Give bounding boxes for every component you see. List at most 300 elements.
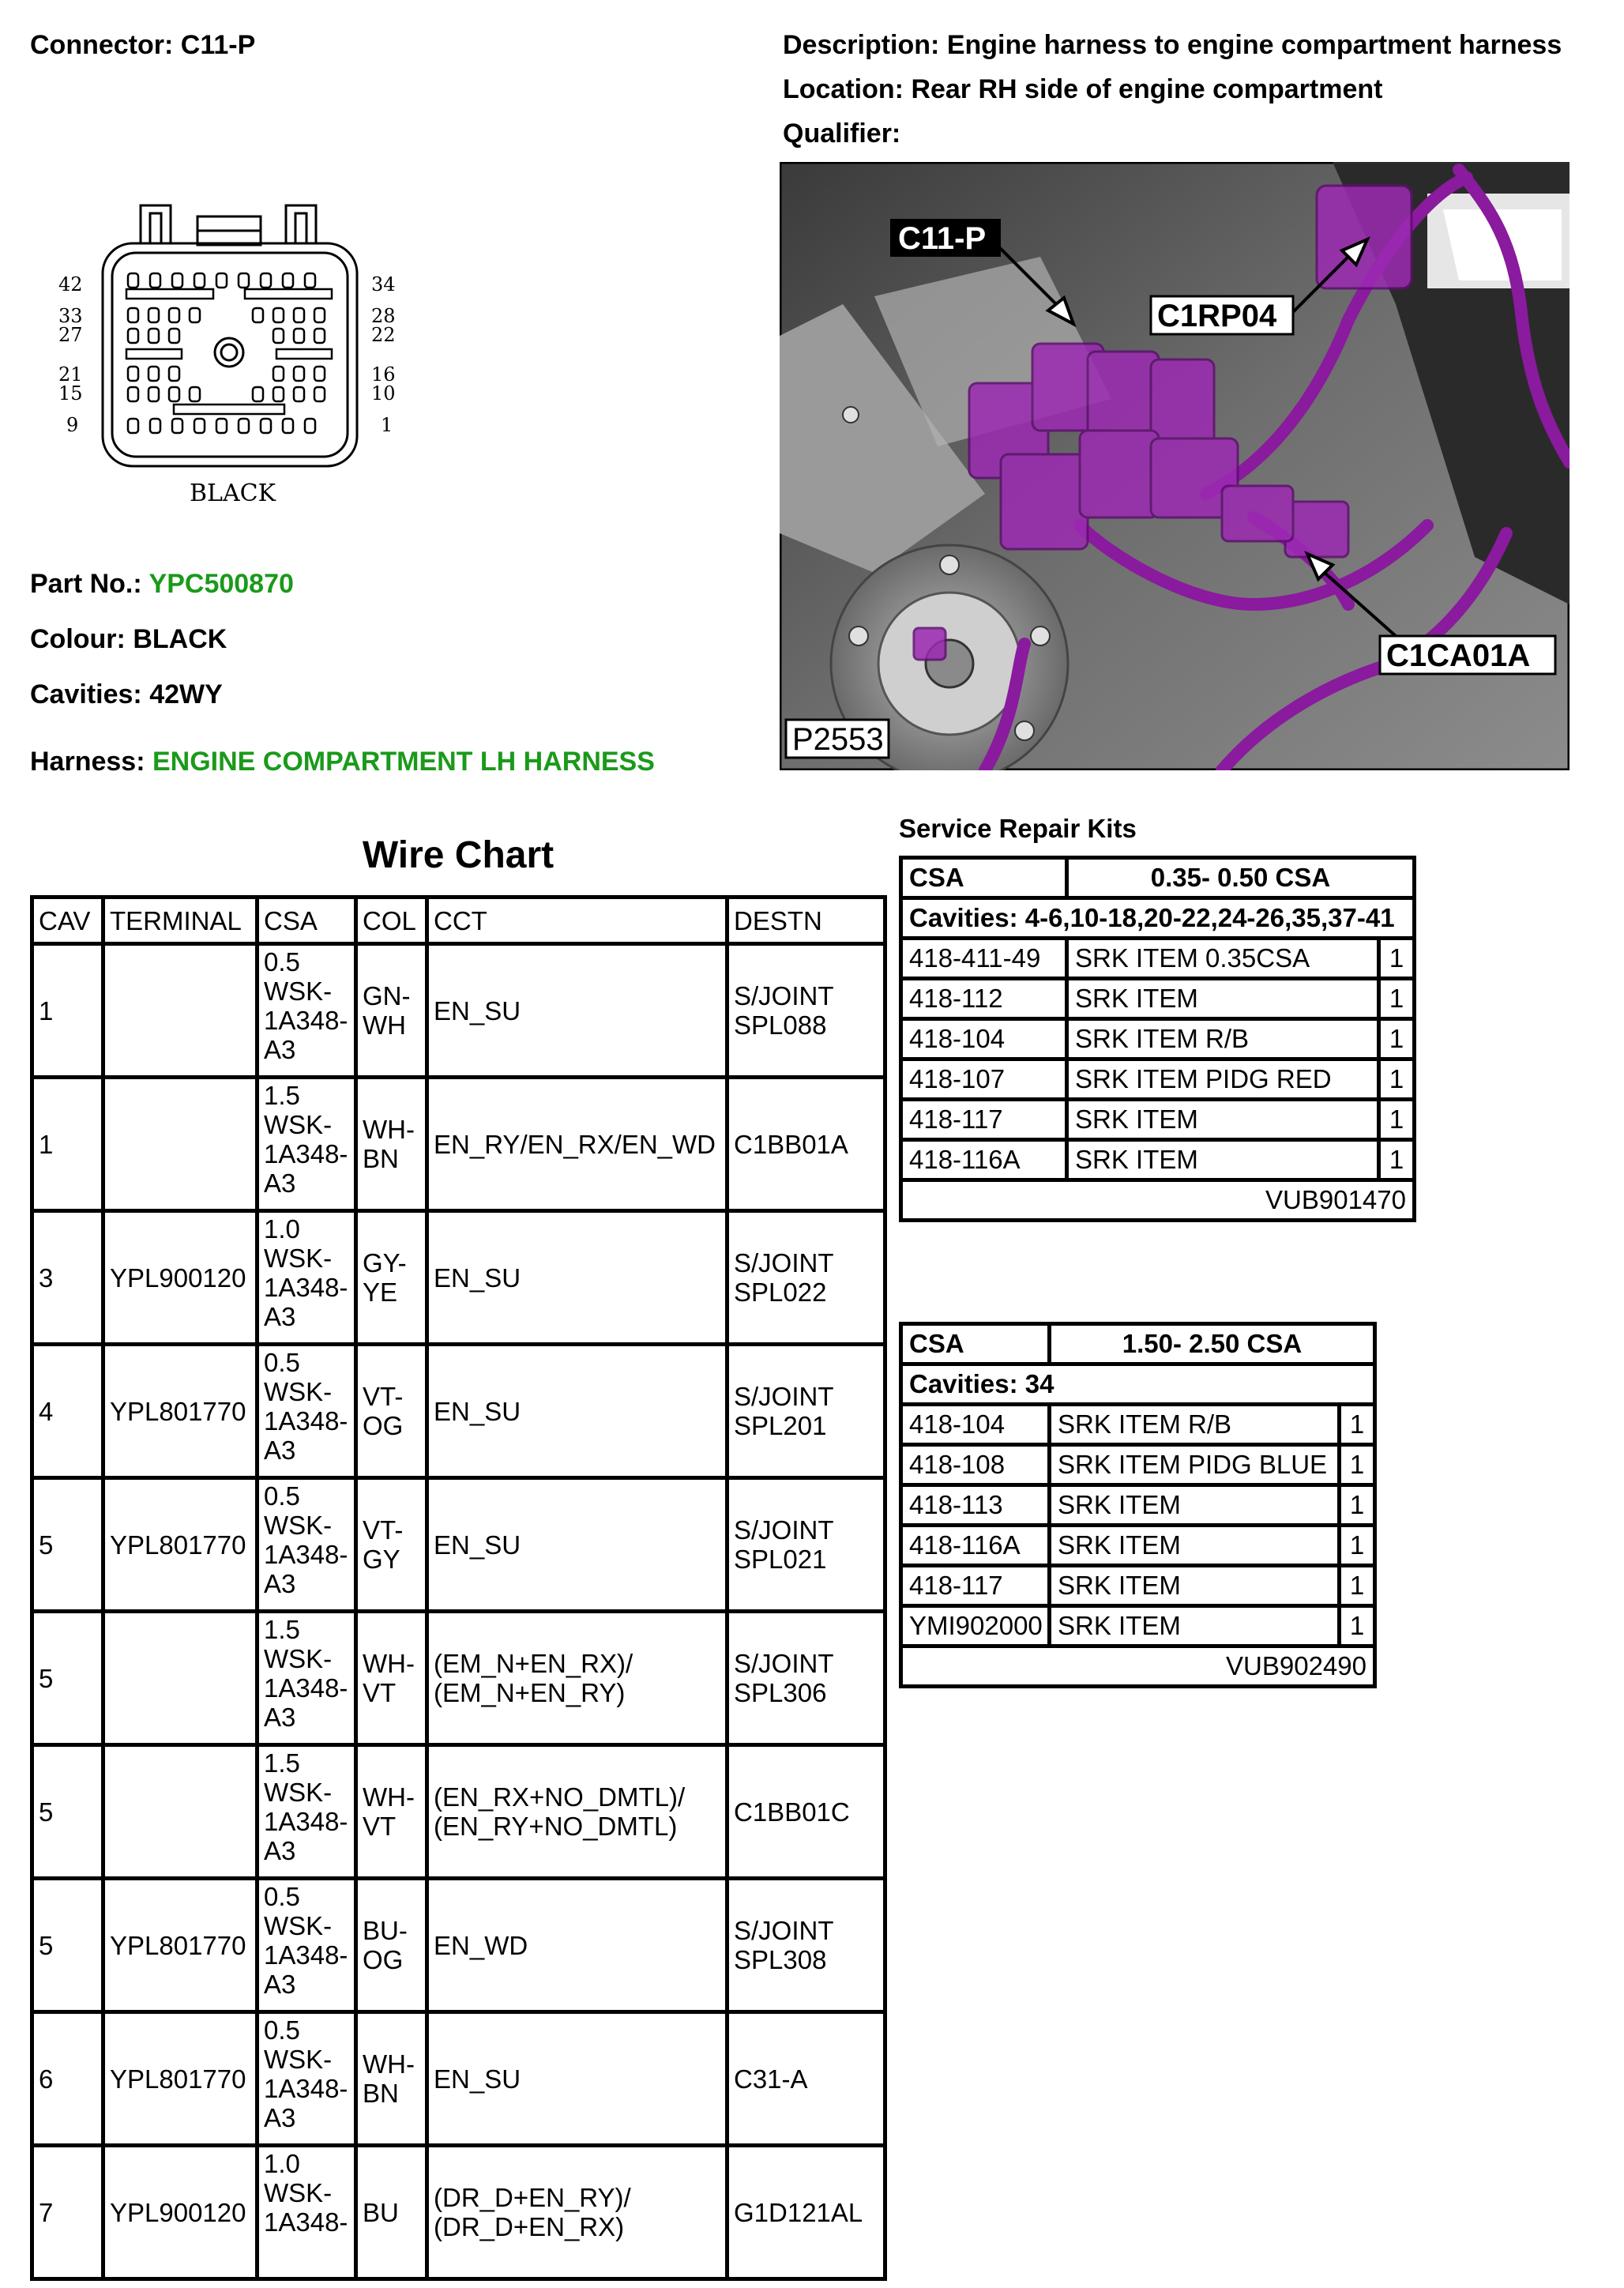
cct-cell bbox=[427, 944, 727, 1078]
col-cell-line: GN- bbox=[363, 981, 411, 1010]
wire-chart-row bbox=[32, 1879, 885, 2012]
callout-c1ca01a: C1CA01A bbox=[1386, 638, 1531, 673]
cavity-pin bbox=[216, 273, 227, 288]
destn-cell-line: C31-A bbox=[734, 2064, 808, 2094]
csa-cell-line: WSK- bbox=[264, 1244, 333, 1273]
cavity-pin bbox=[294, 367, 304, 381]
pin-label-left: 9 bbox=[66, 414, 79, 436]
cct-cell-line: EN_SU bbox=[434, 995, 521, 1025]
destn-cell bbox=[727, 2146, 885, 2279]
srk-part-number: 418-117 bbox=[901, 1566, 1050, 1606]
terminal-cell bbox=[103, 1612, 258, 1745]
cct-cell bbox=[427, 1078, 727, 1211]
srk-csa-value: 1.50- 2.50 CSA bbox=[1050, 1324, 1375, 1364]
keying-rib bbox=[126, 349, 182, 359]
csa-cell bbox=[258, 1478, 356, 1612]
csa-cell bbox=[258, 1745, 356, 1879]
col-cell-line: BU bbox=[363, 2197, 399, 2227]
col-cell bbox=[356, 1345, 427, 1478]
wire-chart-table bbox=[30, 895, 887, 2281]
part-number-value: YPC500870 bbox=[148, 569, 294, 599]
srk-item-name: SRK ITEM 0.35CSA bbox=[1067, 939, 1379, 979]
terminal-cell bbox=[103, 1745, 258, 1879]
srk-part-number: 418-116A bbox=[901, 1526, 1050, 1566]
destn-cell-line: SPL022 bbox=[734, 1278, 827, 1307]
csa-cell-line: WSK- bbox=[264, 2045, 333, 2074]
col-cell-line: WH- bbox=[363, 1115, 415, 1144]
csa-cell-line: 0.5 bbox=[264, 1481, 300, 1511]
srk-part-number: 418-116A bbox=[901, 1140, 1067, 1180]
cav-cell: 5 bbox=[32, 1612, 103, 1745]
colour-line bbox=[30, 624, 227, 655]
srk-part-number: 418-108 bbox=[901, 1445, 1050, 1485]
header-terminal: TERMINAL bbox=[103, 898, 258, 944]
destn-cell-line: S/JOINT bbox=[734, 1916, 834, 1945]
destn-cell-line: SPL308 bbox=[734, 1945, 827, 1974]
cavity-pin bbox=[261, 419, 271, 433]
wire-chart-title: Wire Chart bbox=[362, 834, 554, 876]
pin-label-left: 15 bbox=[58, 382, 83, 405]
csa-cell-line: 1A348- bbox=[264, 1406, 348, 1436]
srk-item-name: SRK ITEM bbox=[1067, 979, 1379, 1019]
cavity-pin bbox=[128, 329, 138, 343]
cavity-pin bbox=[294, 308, 304, 322]
connector-heading bbox=[30, 30, 255, 61]
keying-rib bbox=[126, 289, 213, 299]
csa-cell-line: 1.5 bbox=[264, 1615, 300, 1644]
cav-cell: 5 bbox=[32, 1879, 103, 2012]
csa-cell-line: 1A348- bbox=[264, 2207, 348, 2237]
header-csa: CSA bbox=[258, 898, 356, 944]
cavity-pin bbox=[169, 387, 179, 401]
srk-item-name: SRK ITEM PIDG RED bbox=[1067, 1059, 1379, 1100]
csa-cell-line: WSK- bbox=[264, 1644, 333, 1673]
srk-item-qty: 1 bbox=[1340, 1566, 1375, 1606]
col-cell bbox=[356, 1612, 427, 1745]
csa-cell-line: 1A348- bbox=[264, 1273, 348, 1302]
cct-cell-line: (EM_N+EN_RX)/ bbox=[434, 1649, 633, 1678]
srk-item-row bbox=[901, 1140, 1415, 1180]
cct-cell bbox=[427, 1345, 727, 1478]
pin-label-left: 33 bbox=[58, 305, 83, 327]
destn-cell-line: S/JOINT bbox=[734, 1515, 834, 1545]
cavity-pin bbox=[128, 419, 138, 433]
wire-chart-row bbox=[32, 1612, 885, 1745]
pin-label-right: 1 bbox=[381, 414, 393, 436]
destn-cell-line: SPL201 bbox=[734, 1411, 827, 1440]
srk-item-qty: 1 bbox=[1379, 1059, 1415, 1100]
cavity-pin bbox=[169, 329, 179, 343]
csa-cell-line: 1A348- bbox=[264, 1807, 348, 1836]
service-repair-kits-title: Service Repair Kits bbox=[899, 814, 1137, 843]
cav-cell: 7 bbox=[32, 2146, 103, 2279]
csa-cell-line: 1A348- bbox=[264, 1673, 348, 1703]
col-cell-line: WH- bbox=[363, 2049, 415, 2079]
cavities-label: Cavities: bbox=[30, 679, 142, 709]
csa-cell-line: 1.5 bbox=[264, 1748, 300, 1778]
csa-cell-line: 1.0 bbox=[264, 2149, 300, 2178]
csa-cell bbox=[258, 1078, 356, 1211]
cav-cell: 6 bbox=[32, 2012, 103, 2146]
csa-cell-line: A3 bbox=[264, 1836, 296, 1865]
col-cell-line: GY- bbox=[363, 1248, 407, 1278]
srk-item-row bbox=[901, 1526, 1375, 1566]
srk-item-qty: 1 bbox=[1340, 1445, 1375, 1485]
connector-face-diagram bbox=[55, 198, 403, 514]
cct-cell-line: (EN_RX+NO_DMTL)/ bbox=[434, 1782, 686, 1812]
pin-label-right: 22 bbox=[371, 324, 396, 346]
destn-cell-line: S/JOINT bbox=[734, 1382, 834, 1411]
srk-item-name: SRK ITEM R/B bbox=[1067, 1019, 1379, 1059]
terminal-cell: YPL801770 bbox=[103, 1478, 258, 1612]
srk-csa-value: 0.35- 0.50 CSA bbox=[1067, 858, 1415, 898]
col-cell bbox=[356, 1078, 427, 1211]
csa-cell bbox=[258, 1345, 356, 1478]
cct-cell-line: (EN_RY+NO_DMTL) bbox=[434, 1812, 678, 1841]
destn-cell-line: SPL021 bbox=[734, 1545, 827, 1574]
col-cell bbox=[356, 2012, 427, 2146]
srk-item-name: SRK ITEM bbox=[1050, 1606, 1340, 1646]
pin-label-right: 10 bbox=[371, 382, 396, 405]
destn-cell-line: S/JOINT bbox=[734, 981, 834, 1010]
col-cell-line: WH bbox=[363, 1010, 406, 1040]
srk-item-name: SRK ITEM R/B bbox=[1050, 1405, 1340, 1445]
cavity-pin bbox=[148, 387, 159, 401]
srk-item-qty: 1 bbox=[1379, 1100, 1415, 1140]
srk-item-qty: 1 bbox=[1379, 1140, 1415, 1180]
destn-cell-line: SPL088 bbox=[734, 1010, 827, 1040]
cct-cell bbox=[427, 2012, 727, 2146]
pin-label-right: 34 bbox=[371, 273, 396, 295]
srk-item-row bbox=[901, 1059, 1415, 1100]
cavity-pin bbox=[148, 367, 159, 381]
csa-cell-line: 0.5 bbox=[264, 947, 300, 977]
cavity-pin bbox=[314, 308, 325, 322]
keying-rib bbox=[276, 349, 332, 359]
wire-chart-row bbox=[32, 1211, 885, 1345]
csa-cell-line: 0.5 bbox=[264, 1348, 300, 1377]
col-cell bbox=[356, 1745, 427, 1879]
srk-item-name: SRK ITEM bbox=[1050, 1526, 1340, 1566]
col-cell bbox=[356, 1478, 427, 1612]
srk-item-name: SRK ITEM bbox=[1050, 1566, 1340, 1606]
col-cell-line: VT bbox=[363, 1812, 397, 1841]
col-cell-line: BN bbox=[363, 1144, 399, 1173]
cct-cell bbox=[427, 1211, 727, 1345]
cct-cell-line: EN_SU bbox=[434, 1263, 521, 1293]
srk-item-row bbox=[901, 939, 1415, 979]
header-destn: DESTN bbox=[727, 898, 885, 944]
wire-chart-header-row bbox=[32, 898, 885, 944]
destn-cell-line: G1D121AL bbox=[734, 2197, 863, 2227]
wire-chart-row bbox=[32, 1078, 885, 1211]
srk-part-number: 418-117 bbox=[901, 1100, 1067, 1140]
pin-label-right: 28 bbox=[371, 305, 396, 327]
cavity-pin bbox=[128, 273, 138, 288]
srk-table-2 bbox=[899, 1322, 1377, 1688]
srk-item-qty: 1 bbox=[1379, 939, 1415, 979]
cavity-pin bbox=[314, 387, 325, 401]
wire-chart-row bbox=[32, 1478, 885, 1612]
destn-cell-line: S/JOINT bbox=[734, 1248, 834, 1278]
csa-cell bbox=[258, 1879, 356, 2012]
location-label: Location: bbox=[783, 74, 904, 104]
destn-cell bbox=[727, 1612, 885, 1745]
csa-cell-line: 0.5 bbox=[264, 1882, 300, 1911]
qualifier-line bbox=[783, 119, 900, 149]
cavity-pin bbox=[150, 273, 160, 288]
cavity-pin bbox=[169, 367, 179, 381]
destn-cell bbox=[727, 2012, 885, 2146]
cavity-pin bbox=[169, 308, 179, 322]
connector-colour-caption: BLACK bbox=[190, 480, 276, 507]
destn-cell bbox=[727, 1745, 885, 1879]
cavity-pin bbox=[253, 387, 263, 401]
srk-item-qty: 1 bbox=[1379, 979, 1415, 1019]
srk-cavities: Cavities: 4-6,10-18,20-22,24-26,35,37-41 bbox=[901, 898, 1415, 939]
srk-item-qty: 1 bbox=[1340, 1405, 1375, 1445]
col-cell bbox=[356, 1879, 427, 2012]
csa-cell bbox=[258, 944, 356, 1078]
destn-cell bbox=[727, 1345, 885, 1478]
col-cell-line: OG bbox=[363, 1411, 404, 1440]
location-line bbox=[783, 74, 1382, 105]
cct-cell-line: (DR_D+EN_RY)/ bbox=[434, 2183, 631, 2212]
cct-cell bbox=[427, 2146, 727, 2279]
cavity-pin bbox=[273, 387, 284, 401]
cavity-pin bbox=[273, 367, 284, 381]
part-number-label: Part No.: bbox=[30, 569, 142, 599]
colour-label: Colour: bbox=[30, 624, 126, 654]
wire-chart-row bbox=[32, 944, 885, 1078]
srk-item-qty: 1 bbox=[1340, 1485, 1375, 1526]
destn-cell bbox=[727, 1478, 885, 1612]
srk-csa-label: CSA bbox=[901, 1324, 1050, 1364]
cavity-pin bbox=[283, 273, 293, 288]
callout-c11p: C11-P bbox=[898, 221, 987, 256]
csa-cell-line: 1A348- bbox=[264, 1139, 348, 1168]
harness-label: Harness: bbox=[30, 747, 145, 777]
csa-cell bbox=[258, 1612, 356, 1745]
csa-cell-line: WSK- bbox=[264, 1778, 333, 1807]
srk-kit-number: VUB902490 bbox=[901, 1646, 1375, 1687]
keying-rib bbox=[174, 405, 284, 414]
srk-item-qty: 1 bbox=[1340, 1526, 1375, 1566]
cavity-pin bbox=[194, 419, 205, 433]
srk-item-row bbox=[901, 1445, 1375, 1485]
csa-cell-line: WSK- bbox=[264, 1511, 333, 1540]
cavity-pin bbox=[294, 387, 304, 401]
srk-item-qty: 1 bbox=[1379, 1019, 1415, 1059]
csa-cell-line: A3 bbox=[264, 1302, 296, 1331]
col-cell bbox=[356, 944, 427, 1078]
csa-cell bbox=[258, 2012, 356, 2146]
terminal-cell: YPL801770 bbox=[103, 1345, 258, 1478]
srk-part-number: 418-113 bbox=[901, 1485, 1050, 1526]
csa-cell-line: 1A348- bbox=[264, 1940, 348, 1970]
srk-item-row bbox=[901, 1019, 1415, 1059]
srk-item-name: SRK ITEM bbox=[1067, 1140, 1379, 1180]
destn-cell-line: S/JOINT bbox=[734, 1649, 834, 1678]
col-cell-line: YE bbox=[363, 1278, 398, 1307]
cavity-pin bbox=[283, 419, 293, 433]
connector-label: Connector: bbox=[30, 30, 174, 60]
destn-cell bbox=[727, 1879, 885, 2012]
cavity-pin bbox=[305, 273, 315, 288]
csa-cell-line: WSK- bbox=[264, 1911, 333, 1940]
terminal-cell: YPL801770 bbox=[103, 2012, 258, 2146]
destn-cell-line: C1BB01C bbox=[734, 1797, 850, 1827]
srk-item-row bbox=[901, 979, 1415, 1019]
cavity-pin bbox=[261, 273, 271, 288]
cct-cell-line: EN_SU bbox=[434, 1530, 521, 1560]
csa-cell-line: A3 bbox=[264, 1970, 296, 1999]
cavity-pin bbox=[239, 273, 249, 288]
cavity-pin bbox=[253, 308, 263, 322]
csa-cell-line: 1.5 bbox=[264, 1081, 300, 1110]
col-cell bbox=[356, 1211, 427, 1345]
cavity-pin bbox=[273, 308, 284, 322]
srk-part-number: 418-104 bbox=[901, 1405, 1050, 1445]
srk-item-name: SRK ITEM bbox=[1067, 1100, 1379, 1140]
csa-cell bbox=[258, 1211, 356, 1345]
srk-part-number: YMI902000 bbox=[901, 1606, 1050, 1646]
csa-cell-line: WSK- bbox=[264, 2178, 333, 2207]
srk-item-row bbox=[901, 1100, 1415, 1140]
destn-cell-line: SPL306 bbox=[734, 1678, 827, 1707]
cavity-pin bbox=[314, 367, 325, 381]
terminal-cell bbox=[103, 944, 258, 1078]
cavity-pin bbox=[148, 308, 159, 322]
cavity-pin bbox=[194, 273, 205, 288]
terminal-cell: YPL801770 bbox=[103, 1879, 258, 2012]
srk-part-number: 418-411-49 bbox=[901, 939, 1067, 979]
header-cct: CCT bbox=[427, 898, 727, 944]
csa-cell-line: A3 bbox=[264, 1703, 296, 1732]
srk-item-qty: 1 bbox=[1340, 1606, 1375, 1646]
srk-table-1 bbox=[899, 856, 1416, 1222]
cavity-pin bbox=[314, 329, 325, 343]
cavity-pin bbox=[172, 419, 182, 433]
cct-cell-line: (EM_N+EN_RY) bbox=[434, 1678, 626, 1707]
part-number-line bbox=[30, 569, 294, 600]
col-cell-line: WH- bbox=[363, 1782, 415, 1812]
srk-item-row bbox=[901, 1405, 1375, 1445]
srk-part-number: 418-112 bbox=[901, 979, 1067, 1019]
cavity-pin bbox=[216, 419, 227, 433]
csa-cell-line: 0.5 bbox=[264, 2015, 300, 2045]
col-cell-line: GY bbox=[363, 1545, 400, 1574]
csa-cell-line: A3 bbox=[264, 2103, 296, 2132]
description-value: Engine harness to engine compartment harness bbox=[946, 30, 1562, 60]
srk-item-row bbox=[901, 1606, 1375, 1646]
wire-chart-row bbox=[32, 2012, 885, 2146]
cavity-pin bbox=[294, 329, 304, 343]
csa-cell-line: 1A348- bbox=[264, 1540, 348, 1569]
wire-chart-row bbox=[32, 2146, 885, 2279]
col-cell-line: WH- bbox=[363, 1649, 415, 1678]
destn-cell-line: C1BB01A bbox=[734, 1129, 848, 1159]
cav-cell: 1 bbox=[32, 944, 103, 1078]
cct-cell bbox=[427, 1879, 727, 2012]
cct-cell bbox=[427, 1745, 727, 1879]
cavity-pin bbox=[128, 308, 138, 322]
connector-location-photo bbox=[780, 162, 1569, 770]
csa-cell-line: A3 bbox=[264, 1035, 296, 1064]
csa-cell bbox=[258, 2146, 356, 2279]
connector-value: C11-P bbox=[180, 30, 256, 60]
description-label: Description: bbox=[783, 30, 940, 60]
pin-label-right: 16 bbox=[371, 363, 396, 386]
srk-csa-label: CSA bbox=[901, 858, 1067, 898]
cavity-pin bbox=[172, 273, 182, 288]
header-col: COL bbox=[356, 898, 427, 944]
cct-cell bbox=[427, 1478, 727, 1612]
cavity-pin bbox=[190, 387, 200, 401]
cavity-pin bbox=[128, 387, 138, 401]
col-cell-line: VT- bbox=[363, 1515, 404, 1545]
pin-label-left: 21 bbox=[58, 363, 83, 386]
col-cell-line: OG bbox=[363, 1945, 404, 1974]
cct-cell-line: EN_RY/EN_RX/EN_WD bbox=[434, 1129, 716, 1159]
header-cav: CAV bbox=[32, 898, 103, 944]
cavity-pin bbox=[273, 329, 284, 343]
colour-value: BLACK bbox=[133, 624, 227, 654]
csa-cell-line: WSK- bbox=[264, 977, 333, 1006]
csa-cell-line: A3 bbox=[264, 1436, 296, 1465]
location-value: Rear RH side of engine compartment bbox=[911, 74, 1383, 104]
cavity-pin bbox=[150, 419, 160, 433]
cct-cell-line: EN_SU bbox=[434, 2064, 521, 2094]
cavity-pin bbox=[128, 367, 138, 381]
cavity-pin bbox=[148, 329, 159, 343]
cct-cell-line: EN_WD bbox=[434, 1930, 528, 1960]
pin-label-left: 27 bbox=[58, 324, 83, 346]
col-cell-line: BU- bbox=[363, 1916, 408, 1945]
col-cell-line: VT bbox=[363, 1678, 397, 1707]
callout-c1rp04: C1RP04 bbox=[1157, 299, 1277, 333]
description-line bbox=[783, 30, 1562, 61]
srk-kit-number: VUB901470 bbox=[901, 1180, 1415, 1221]
srk-item-row bbox=[901, 1485, 1375, 1526]
destn-cell bbox=[727, 1211, 885, 1345]
qualifier-label: Qualifier: bbox=[783, 119, 901, 149]
csa-cell-line: WSK- bbox=[264, 1110, 333, 1139]
cav-cell: 3 bbox=[32, 1211, 103, 1345]
cav-cell: 4 bbox=[32, 1345, 103, 1478]
pin-label-left: 42 bbox=[58, 273, 83, 295]
harness-line bbox=[30, 747, 655, 777]
destn-cell bbox=[727, 944, 885, 1078]
terminal-cell: YPL900120 bbox=[103, 1211, 258, 1345]
callout-p2553: P2553 bbox=[792, 722, 884, 757]
srk-cavities: Cavities: 34 bbox=[901, 1364, 1375, 1405]
cct-cell bbox=[427, 1612, 727, 1745]
srk-part-number: 418-107 bbox=[901, 1059, 1067, 1100]
wire-chart-row bbox=[32, 1745, 885, 1879]
cav-cell: 5 bbox=[32, 1745, 103, 1879]
srk-item-name: SRK ITEM bbox=[1050, 1485, 1340, 1526]
wire-chart-row bbox=[32, 1345, 885, 1478]
csa-cell-line: WSK- bbox=[264, 1377, 333, 1406]
csa-cell-line: 1A348- bbox=[264, 1006, 348, 1035]
harness-value: ENGINE COMPARTMENT LH HARNESS bbox=[152, 747, 655, 777]
col-cell bbox=[356, 2146, 427, 2279]
srk-item-row bbox=[901, 1566, 1375, 1606]
csa-cell-line: 1A348- bbox=[264, 2074, 348, 2103]
csa-cell-line: 1.0 bbox=[264, 1214, 300, 1244]
csa-cell-line: A3 bbox=[264, 1569, 296, 1598]
